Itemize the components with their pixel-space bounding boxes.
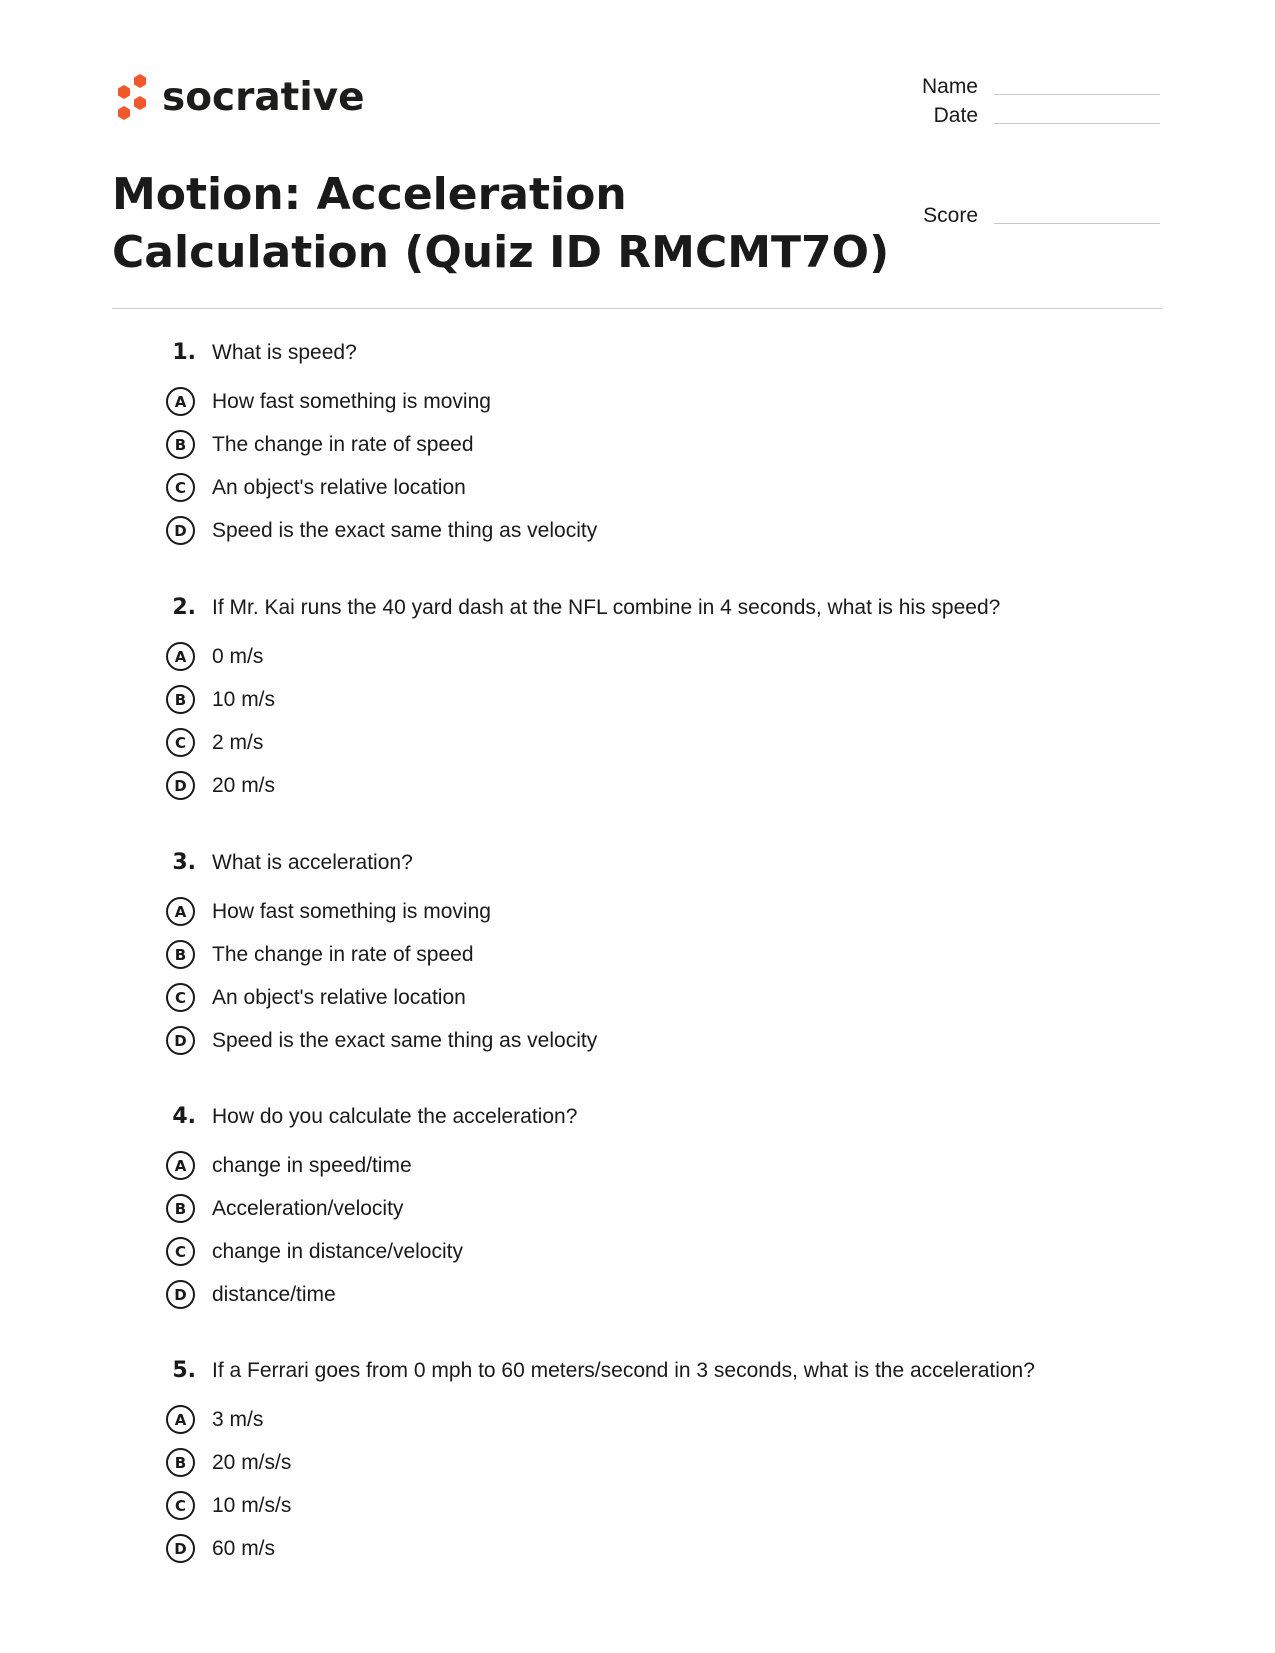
choice-text: An object's relative location [212,985,466,1009]
choice-text: 3 m/s [212,1407,264,1431]
choice-b[interactable] [160,933,1160,976]
choice-d[interactable] [160,1019,1160,1062]
choice-letter-circle: C [166,473,195,502]
choice-b[interactable] [160,423,1160,466]
choice-letter-circle: C [166,1491,195,1520]
logo-wordmark: socrative [162,74,365,120]
question-text: What is acceleration? [212,851,413,874]
choice-a[interactable] [160,380,1160,423]
choice-letter-circle: A [166,642,195,671]
choice-text: distance/time [212,1282,336,1306]
choice-letter-circle: C [166,1237,195,1266]
question-number: 1. [172,340,196,365]
question-text: If Mr. Kai runs the 40 yard dash at the NFL combine in 4 seconds, what is his speed? [212,596,1001,619]
choice-d[interactable] [160,509,1160,552]
name-field [868,76,1160,97]
score-label: Score [923,204,978,227]
question-header [160,850,1160,890]
choice-text: 2 m/s [212,730,264,754]
choice-letter-circle: D [166,1026,195,1055]
choice-letter-circle: B [166,685,195,714]
choice-letter-circle: A [166,387,195,416]
choice-letter-circle: B [166,1194,195,1223]
choice-text: How fast something is moving [212,899,491,923]
choice-letter-circle: C [166,983,195,1012]
question-5 [160,1358,1160,1570]
choice-a[interactable] [160,890,1160,933]
question-4 [160,1104,1160,1316]
question-3 [160,850,1160,1062]
choice-letter-circle: B [166,430,195,459]
date-field [868,105,1160,126]
question-header [160,1358,1160,1398]
choice-letter-circle: D [166,771,195,800]
header-divider [112,308,1162,309]
choice-letter-circle: B [166,940,195,969]
choice-letter-circle: A [166,897,195,926]
choice-text: change in speed/time [212,1153,412,1177]
choice-d[interactable] [160,1527,1160,1570]
question-text: If a Ferrari goes from 0 mph to 60 meters/second in 3 seconds, what is the acceleration? [212,1359,1035,1382]
question-header [160,340,1160,380]
hexagon-shape [134,74,146,88]
question-text: How do you calculate the acceleration? [212,1105,578,1128]
choice-d[interactable] [160,1273,1160,1316]
choice-text: 20 m/s [212,773,276,797]
choice-b[interactable] [160,678,1160,721]
question-1 [160,340,1160,552]
choice-letter-circle: C [166,728,195,757]
choice-text: An object's relative location [212,475,466,499]
choice-c[interactable] [160,466,1160,509]
choice-a[interactable] [160,1144,1160,1187]
choice-d[interactable] [160,764,1160,807]
question-number: 2. [172,595,196,620]
question-2 [160,595,1160,807]
choice-c[interactable] [160,721,1160,764]
question-text: What is speed? [212,341,357,364]
date-label: Date [933,104,978,127]
socrative-hexagons-icon [112,72,152,122]
choice-letter-circle: D [166,516,195,545]
date-line [994,123,1160,124]
choice-c[interactable] [160,976,1160,1019]
page-title: Motion: Acceleration Calculation (Quiz ID RMCMT7O) [112,169,890,278]
choice-b[interactable] [160,1187,1160,1230]
score-field [868,205,1160,226]
choice-letter-circle: A [166,1405,195,1434]
hexagon-shape [118,106,130,120]
choice-c[interactable] [160,1230,1160,1273]
question-number: 4. [172,1104,196,1129]
choice-text: How fast something is moving [212,389,491,413]
question-header [160,1104,1160,1144]
choice-b[interactable] [160,1441,1160,1484]
choice-text: Speed is the exact same thing as velocity [212,518,598,542]
question-header [160,595,1160,635]
choice-text: Acceleration/velocity [212,1196,404,1220]
hexagon-shape [118,85,130,99]
name-label: Name [921,75,978,98]
choice-letter-circle: A [166,1151,195,1180]
choice-text: 20 m/s/s [212,1450,292,1474]
choice-letter-circle: D [166,1280,195,1309]
choice-text: 10 m/s [212,687,276,711]
socrative-logo [112,72,365,122]
choice-c[interactable] [160,1484,1160,1527]
choice-text: Speed is the exact same thing as velocity [212,1028,598,1052]
choice-letter-circle: B [166,1448,195,1477]
name-line [994,94,1160,95]
score-line [994,223,1160,224]
choice-a[interactable] [160,635,1160,678]
choice-text: The change in rate of speed [212,942,474,966]
question-number: 5. [172,1358,196,1383]
choice-text: change in distance/velocity [212,1239,463,1263]
choice-text: 0 m/s [212,644,264,668]
choice-a[interactable] [160,1398,1160,1441]
choice-text: 10 m/s/s [212,1493,292,1517]
choice-text: 60 m/s [212,1536,276,1560]
choice-text: The change in rate of speed [212,432,474,456]
hexagon-shape [134,96,146,110]
question-number: 3. [172,850,196,875]
choice-letter-circle: D [166,1534,195,1563]
